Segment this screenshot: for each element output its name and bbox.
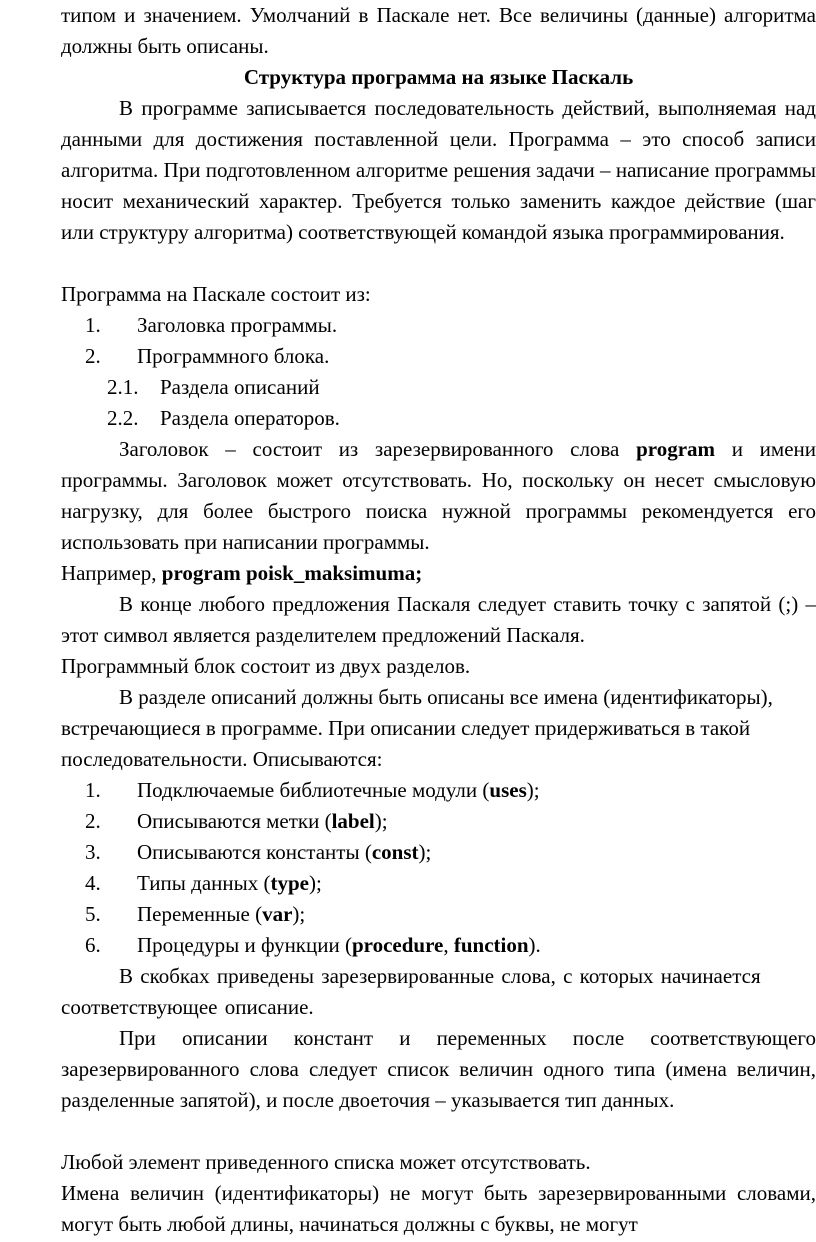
paragraph-declarations: В разделе описаний должны быть описаны все имена (идентификаторы), встречающиеся в программе. При описании следует придерживаться в такой последовательности. Описываются: xyxy=(61,685,773,771)
list-text: Программного блока. xyxy=(137,344,330,368)
paragraph-program-consists: Программа на Паскале состоит из: xyxy=(61,282,371,306)
list-item xyxy=(107,372,320,403)
list-text: ); xyxy=(308,871,322,895)
list-item xyxy=(85,341,329,372)
keyword-var: var xyxy=(262,902,293,926)
keyword-label: label xyxy=(331,809,375,833)
list-text: ); xyxy=(374,809,388,833)
list-text: Заголовка программы. xyxy=(137,313,338,337)
section-heading: Структура программа на языке Паскаль xyxy=(243,65,634,89)
list-item xyxy=(85,930,541,961)
text-run: и имени программы. Заголовок может отсутствовать. Но, поскольку он несет смысловую нагрузку, для более быстрого поиска нужной программы рекомендуется его использовать при написании программы. xyxy=(61,437,816,554)
list-text: Процедуры и функции ( xyxy=(137,933,352,957)
list-number: 6. xyxy=(85,933,101,957)
list-number: 5. xyxy=(85,902,101,926)
text-run: Например, xyxy=(61,561,162,585)
list-text: ). xyxy=(528,933,541,957)
text-run: Заголовок – состоит из зарезервированного слова xyxy=(119,437,637,461)
keyword-type: type xyxy=(270,871,309,895)
paragraph-optional-elements: Любой элемент приведенного списка может отсутствовать. xyxy=(61,1150,591,1174)
list-text: Описываются константы ( xyxy=(137,840,372,864)
list-text: ); xyxy=(418,840,432,864)
paragraph-constants-variables: При описании констант и переменных после соответствующего зарезервированного слова следует список величин одного типа (имена величин, разделенные запятой), и после двоеточия – указывается тип данных. xyxy=(61,1026,816,1112)
list-number: 4. xyxy=(85,871,101,895)
paragraph-reserved-words-note: В скобках приведены зарезервированные слова, с которых начинается соответствующее описание. xyxy=(61,964,761,1019)
list-item xyxy=(107,403,340,434)
list-item xyxy=(85,310,337,341)
paragraph-example xyxy=(61,558,816,589)
keyword-uses: uses xyxy=(489,778,527,802)
list-number: 1. xyxy=(85,313,101,337)
paragraph-header-description xyxy=(61,434,816,558)
paragraph-intro: типом и значением. Умолчаний в Паскале нет. Все величины (данные) алгоритма должны быть описаны. xyxy=(61,3,816,58)
list-item xyxy=(85,806,388,837)
keyword-function: function xyxy=(453,933,529,957)
paragraph-semicolon: В конце любого предложения Паскаля следует ставить точку с запятой (;) – этот символ является разделителем предложений Паскаля. xyxy=(61,592,816,647)
list-text: Переменные ( xyxy=(137,902,263,926)
list-text: Типы данных ( xyxy=(137,871,271,895)
keyword-program: program xyxy=(636,437,716,461)
keyword-procedure: procedure xyxy=(351,933,444,957)
list-text: ); xyxy=(526,778,540,802)
list-number: 2. xyxy=(85,809,101,833)
list-text: Раздела описаний xyxy=(160,375,320,399)
keyword-const: const xyxy=(371,840,419,864)
list-number: 3. xyxy=(85,840,101,864)
list-number: 2. xyxy=(85,344,101,368)
paragraph-program-definition: В программе записывается последовательность действий, выполняемая над данными для достижения поставленной цели. Программа – это способ записи алгоритма. При подготовленном алгоритме решения задачи – написание программы носит механический характер. Требуется только заменить каждое действие (шаг или структуру алгоритма) соответствующей командой языка программирования. xyxy=(61,96,816,244)
list-text: ); xyxy=(292,902,306,926)
code-example: program poisk_maksimuma; xyxy=(161,561,423,585)
paragraph-block-sections: Программный блок состоит из двух разделов. xyxy=(61,654,471,678)
list-text: Подключаемые библиотечные модули ( xyxy=(137,778,490,802)
list-text: Описываются метки ( xyxy=(137,809,332,833)
paragraph-identifiers: Имена величин (идентификаторы) не могут быть зарезервированными словами, могут быть любой длины, начинаться должны с буквы, не могут xyxy=(61,1181,816,1236)
list-item xyxy=(85,868,322,899)
list-number: 2.1. xyxy=(107,375,139,399)
list-text: , xyxy=(443,933,454,957)
list-item xyxy=(85,775,540,806)
list-item xyxy=(85,899,305,930)
list-text: Раздела операторов. xyxy=(160,406,340,430)
list-number: 2.2. xyxy=(107,406,139,430)
list-number: 1. xyxy=(85,778,101,802)
list-item xyxy=(85,837,431,868)
